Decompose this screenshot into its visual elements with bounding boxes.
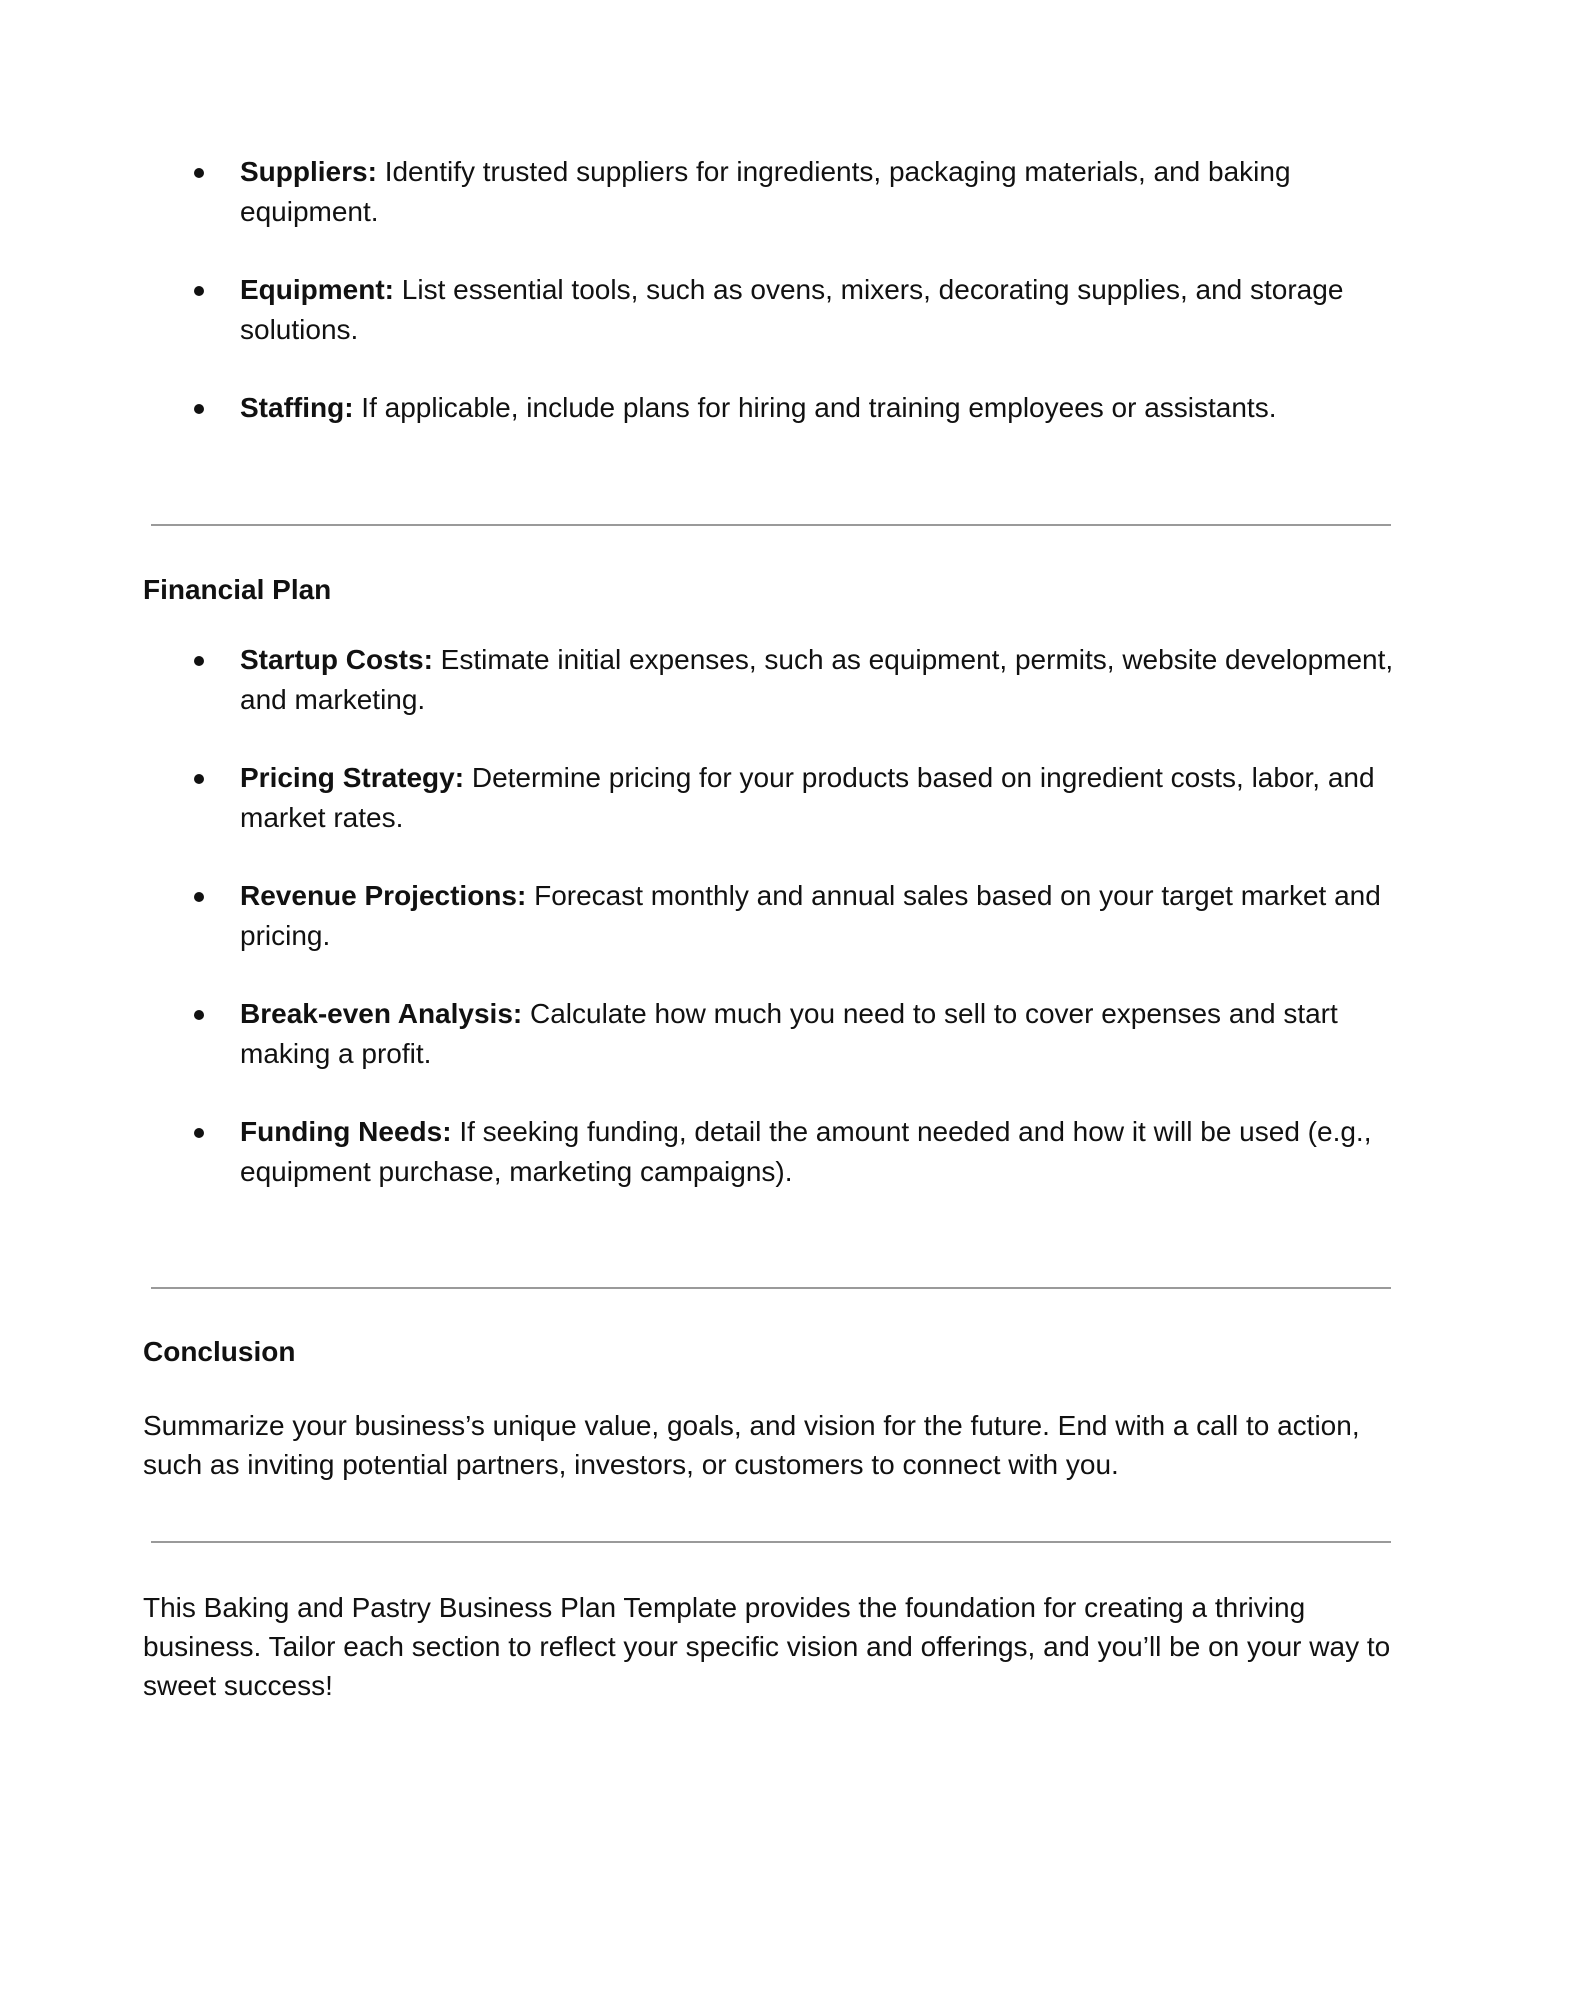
bullet-icon: [194, 286, 204, 296]
conclusion-paragraph: Summarize your business’s unique value, goals, and vision for the future. End with a call to action, such as inviting potential partners, investors, or customers to connect with you.: [143, 1410, 1360, 1480]
bullet-icon: [194, 774, 204, 784]
list-item-startup-costs: [240, 640, 1420, 720]
bullet-text: If applicable, include plans for hiring and training employees or assistants.: [353, 392, 1277, 423]
bullet-text: List essential tools, such as ovens, mixers, decorating supplies, and storage solutions.: [240, 274, 1344, 345]
list-item-break-even-analysis: [240, 994, 1420, 1074]
bullet-text: Calculate how much you need to sell to cover expenses and start making a profit.: [240, 998, 1338, 1069]
financial-plan-list: [240, 640, 1420, 1230]
list-item-funding-needs: [240, 1112, 1420, 1192]
bullet-icon: [194, 404, 204, 414]
bullet-term: Funding Needs:: [240, 1116, 452, 1147]
bullet-term: Revenue Projections:: [240, 880, 527, 911]
list-item-revenue-projections: [240, 876, 1420, 956]
bullet-icon: [194, 1010, 204, 1020]
list-item-suppliers: [240, 152, 1420, 232]
bullet-term: Staffing:: [240, 392, 354, 423]
section-divider: [151, 1541, 1391, 1543]
bullet-term: Pricing Strategy:: [240, 762, 465, 793]
bullet-term: Equipment:: [240, 274, 394, 305]
bullet-term: Suppliers:: [240, 156, 377, 187]
operations-list: [240, 152, 1420, 466]
bullet-text: If seeking funding, detail the amount needed and how it will be used (e.g., equipment purchase, marketing campaigns).: [240, 1116, 1372, 1187]
list-item-pricing-strategy: [240, 758, 1420, 838]
bullet-text: Identify trusted suppliers for ingredients, packaging materials, and baking equipment.: [240, 156, 1291, 227]
bullet-term: Break-even Analysis:: [240, 998, 523, 1029]
bullet-text: Forecast monthly and annual sales based on your target market and pricing.: [240, 880, 1381, 951]
bullet-icon: [194, 656, 204, 666]
list-item-staffing: [240, 388, 1420, 428]
section-divider: [151, 1287, 1391, 1289]
bullet-text: Estimate initial expenses, such as equipment, permits, website development, and marketing.: [240, 644, 1394, 715]
closing-paragraph: This Baking and Pastry Business Plan Template provides the foundation for creating a thriving business. Tailor each section to reflect your specific vision and offerings, and you’ll be on your way to sweet success!: [143, 1592, 1391, 1701]
bullet-icon: [194, 892, 204, 902]
financial-plan-heading: Financial Plan: [143, 574, 332, 605]
section-divider: [151, 524, 1391, 526]
bullet-icon: [194, 168, 204, 178]
bullet-text: Determine pricing for your products based on ingredient costs, labor, and market rates.: [240, 762, 1375, 833]
bullet-icon: [194, 1128, 204, 1138]
bullet-term: Startup Costs:: [240, 644, 433, 675]
conclusion-heading: Conclusion: [143, 1336, 296, 1367]
list-item-equipment: [240, 270, 1420, 350]
